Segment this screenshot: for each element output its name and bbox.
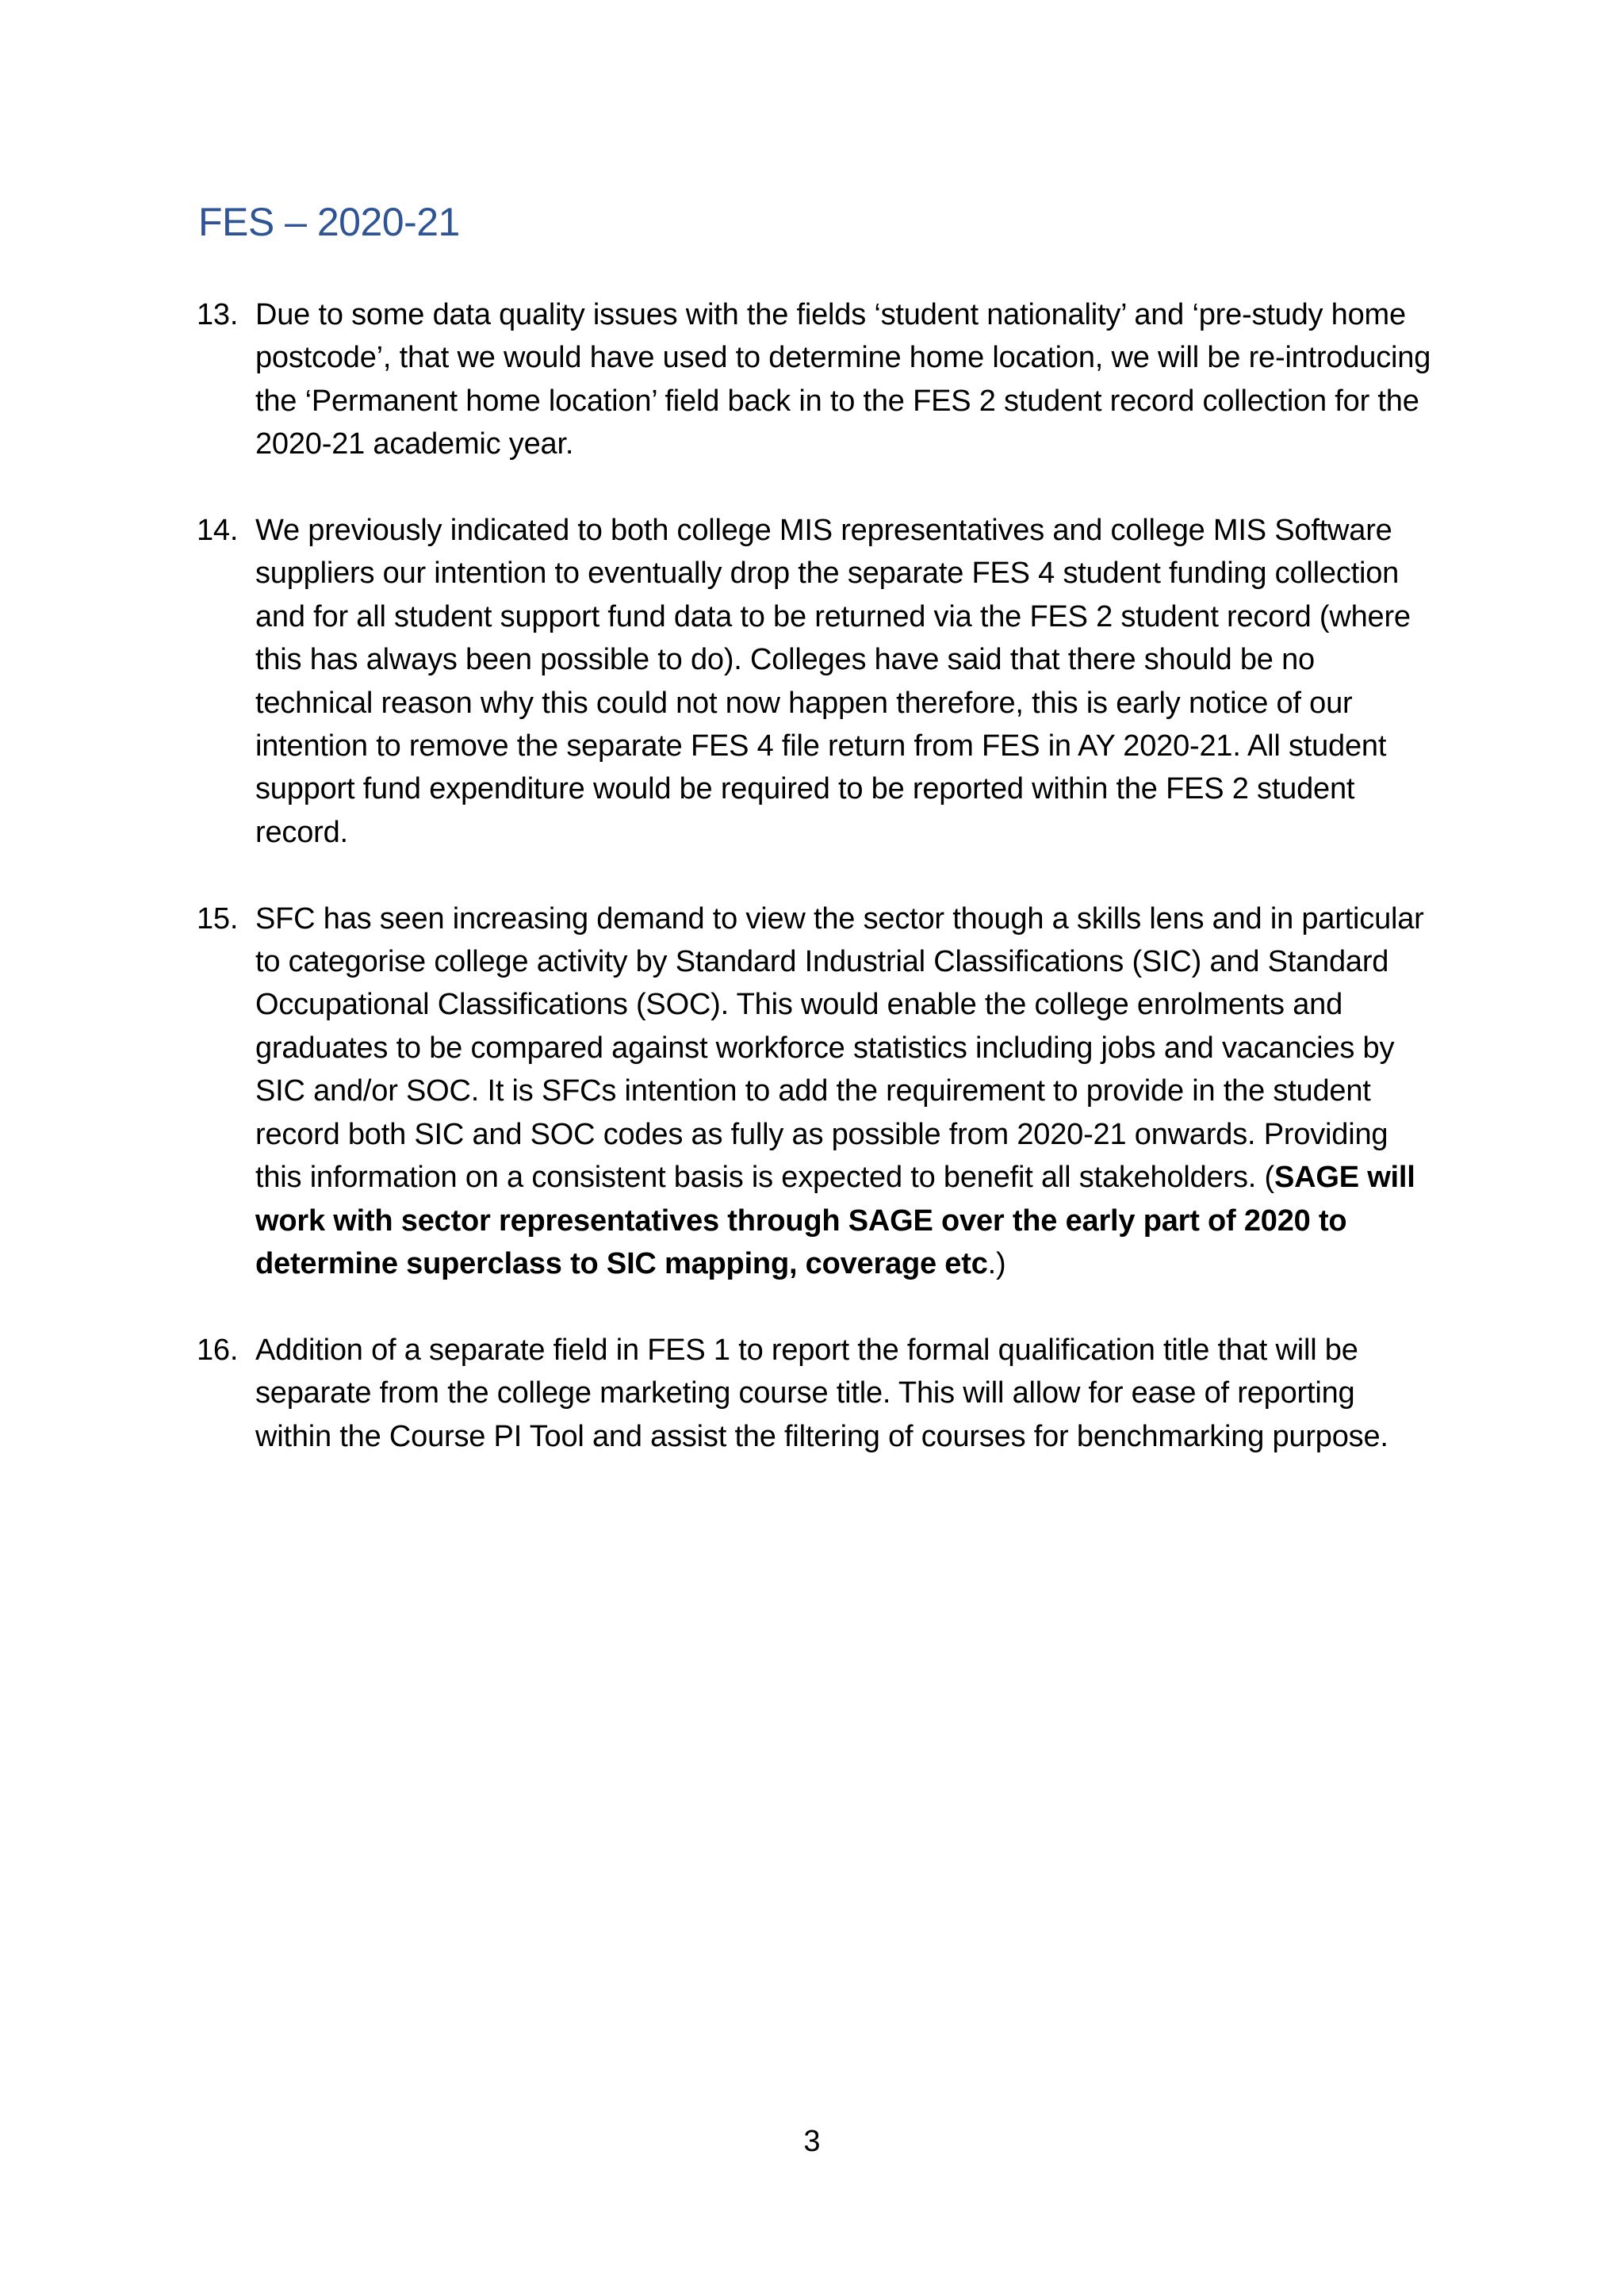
list-item-number: 14.	[197, 514, 239, 548]
list-item-text-closing: .)	[987, 1246, 1006, 1280]
list-item-16	[197, 1329, 1434, 1458]
section-heading: FES – 2020-21	[198, 200, 460, 244]
page-number: 3	[803, 2125, 821, 2158]
list-item-15	[197, 897, 1434, 1286]
numbered-list	[197, 293, 1434, 1501]
list-item-text-bold: SAGE will work with sector representatives through SAGE over the early part of 2020 to determine superclass to SIC mapping, coverage etc	[255, 1161, 1415, 1280]
list-item-text	[255, 897, 1434, 1286]
list-item-14	[197, 509, 1434, 854]
list-item-text: Addition of a separate field in FES 1 to report the formal qualification title that will be separate from the college marketing course title. This will allow for ease of reporting within the Course PI Tool and assist the filtering of courses for benchmarking purpose.	[255, 1333, 1388, 1453]
list-item-13	[197, 293, 1434, 466]
list-item-number: 13.	[197, 298, 239, 331]
list-item-number: 16.	[197, 1333, 239, 1367]
list-item-text: Due to some data quality issues with the fields ‘student nationality’ and ‘pre-study home postcode’, that we would have used to determine home location, we will be re-introducing the ‘Permanent home location’ field back in to the FES 2 student record collection for the 2020-21 academic year.	[255, 298, 1431, 461]
list-item-text: We previously indicated to both college MIS representatives and college MIS Software suppliers our intention to eventually drop the separate FES 4 student funding collection and for all student support fund data to be returned via the FES 2 student record (where this has always been possible to do). Colleges have said that there should be no technical reason why this could not now happen therefore, this is early notice of our intention to remove the separate FES 4 file return from FES in AY 2020-21. All student support fund expenditure would be required to be reported within the FES 2 student record.	[255, 514, 1411, 849]
list-item-text-regular: SFC has seen increasing demand to view the sector though a skills lens and in particular to categorise college activity by Standard Industrial Classifications (SIC) and Standard Occupational Classifications (SOC). This would enable the college enrolments and graduates to be compared against workforce statistics including jobs and vacancies by SIC and/or SOC. It is SFCs intention to add the requirement to provide in the student record both SIC and SOC codes as fully as possible from 2020-21 onwards. Providing this information on a consistent basis is expected to benefit all stakeholders. (	[255, 901, 1424, 1195]
list-item-number: 15.	[197, 901, 239, 936]
